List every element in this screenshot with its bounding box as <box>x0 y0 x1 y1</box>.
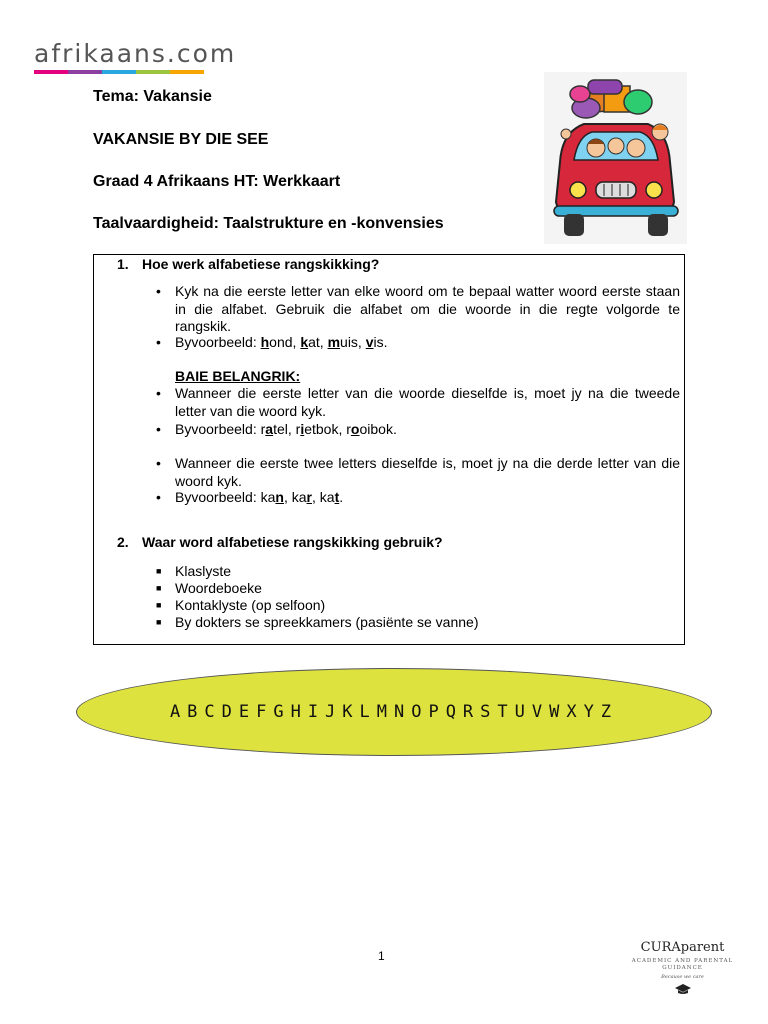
alphabet-ellipse <box>76 668 712 756</box>
curaparent-logo <box>625 940 740 1000</box>
list-item: • Byvoorbeeld: hond, kat, muis, vis. <box>156 334 388 350</box>
graduation-cap-icon <box>625 982 740 1000</box>
list-item: ■ By dokters se spreekkamers (pasiënte se vanne) <box>156 614 479 630</box>
skill-heading: Taalvaardigheid: Taalstrukture en -konvensies <box>93 215 444 232</box>
list-item: • Wanneer die eerste letter van die woorde dieselfde is, moet jy na die tweede letter van die woord kyk. <box>156 385 680 419</box>
list-item: • Byvoorbeeld: ratel, rietbok, rooibok. <box>156 421 397 437</box>
brand-tagline: Because we care <box>661 974 704 980</box>
list-item: • Kyk na die eerste letter van elke woord om te bepaal watter woord eerste staan in die alfabet. Gebruik die alfabet om die woorde in die regte volgorde te rangskik. <box>156 283 680 334</box>
question-2: 2. Waar word alfabetiese rangskikking gebruik? <box>117 534 443 550</box>
list-item: ■ Woordeboeke <box>156 580 262 596</box>
brand-subtitle: ACADEMIC AND PARENTAL GUIDANCE <box>631 958 734 971</box>
family-car-illustration <box>544 72 687 244</box>
info-box <box>93 254 685 645</box>
worksheet-title: VAKANSIE BY DIE SEE <box>93 131 269 148</box>
alphabet-text: ABCDEFGHIJKLMNOPQRSTUVWXYZ <box>169 702 619 722</box>
important-label: BAIE BELANGRIK: <box>175 368 301 384</box>
logo-text: afrikaans.com <box>34 39 237 68</box>
theme-heading: Tema: Vakansie <box>93 88 212 105</box>
logo-color-bar <box>34 70 204 74</box>
afrikaans-logo <box>34 40 236 74</box>
list-item: • Byvoorbeeld: kan, kar, kat. <box>156 489 344 505</box>
grade-heading: Graad 4 Afrikaans HT: Werkkaart <box>93 173 341 190</box>
page-number: 1 <box>378 949 385 963</box>
list-item: • Wanneer die eerste twee letters dieselfde is, moet jy na die derde letter van die woord kyk. <box>156 455 680 489</box>
question-1: 1. Hoe werk alfabetiese rangskikking? <box>117 256 380 272</box>
list-item: ■ Kontaklyste (op selfoon) <box>156 597 326 613</box>
brand-name: CURAparent <box>640 940 725 955</box>
list-item: ■ Klaslyste <box>156 563 232 579</box>
